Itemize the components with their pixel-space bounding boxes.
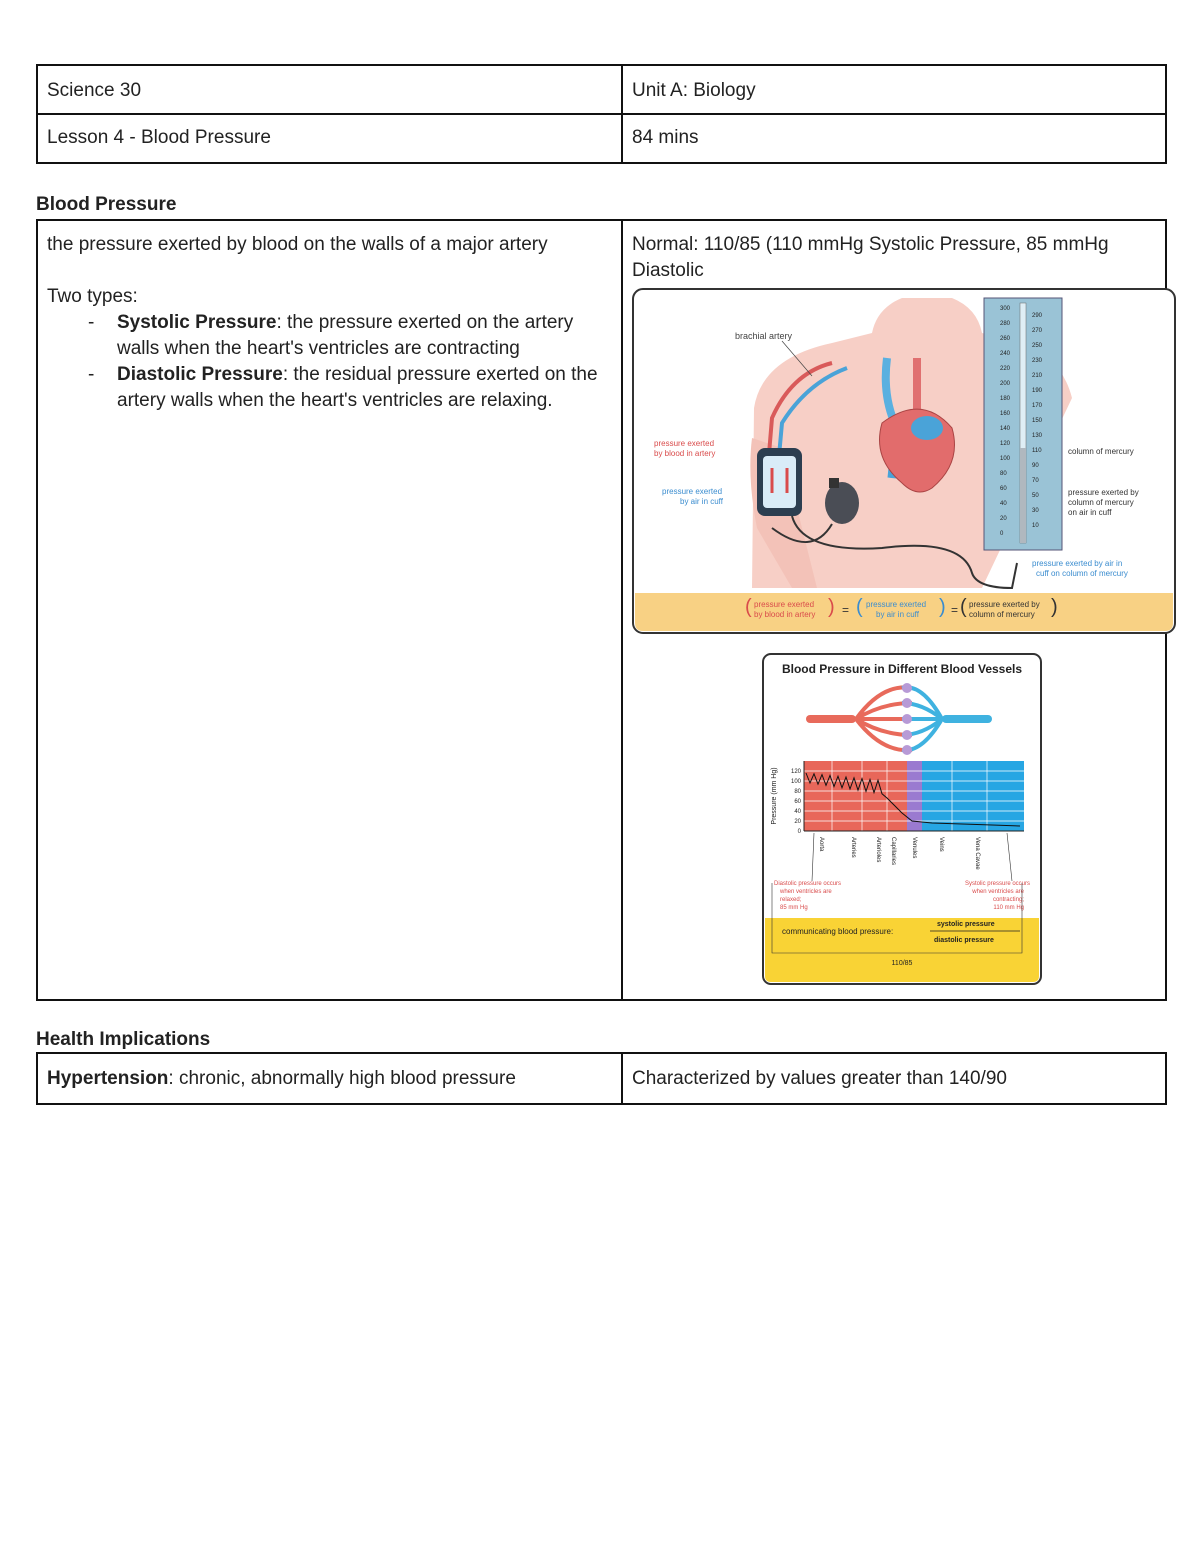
unit-cell	[622, 65, 1166, 114]
equation-air-1: pressure exerted	[866, 600, 927, 609]
svg-text:): )	[939, 596, 946, 618]
hypertension-term: Hypertension	[47, 1068, 169, 1089]
health-implications-heading: Health Implications	[36, 1029, 211, 1050]
mercury-scale-left-tick: 300	[1000, 306, 1011, 312]
systolic-note-2: when ventricles are	[972, 889, 1024, 895]
hypertension-cell	[37, 1053, 622, 1104]
definition-text: the pressure exerted by blood on the walls of a major artery	[47, 234, 548, 255]
blood-pressure-label-2: by blood in artery	[654, 449, 716, 458]
column-pressure-label-3: on air in cuff	[1068, 508, 1112, 517]
mercury-scale-right-tick: 170	[1032, 403, 1043, 409]
mercury-scale-right-tick: 30	[1032, 508, 1039, 514]
mercury-scale-right-tick: 210	[1032, 373, 1043, 379]
mercury-scale-left-tick: 140	[1000, 426, 1011, 432]
diastolic-note-4: 85 mm Hg	[780, 905, 808, 911]
list-item	[117, 310, 612, 362]
hypertension-desc: : chronic, abnormally high blood pressure	[168, 1068, 516, 1089]
mercury-scale-right-tick: 10	[1032, 523, 1039, 529]
sphygmomanometer-figure	[632, 288, 1176, 634]
header-table	[36, 64, 1167, 164]
equation-column-1: pressure exerted by	[969, 600, 1040, 609]
mercury-scale-left-tick: 40	[1000, 501, 1007, 507]
mercury-scale-right-tick: 290	[1032, 313, 1043, 319]
column-pressure-label-2: column of mercury	[1068, 498, 1134, 507]
health-table	[36, 1052, 1167, 1105]
x-axis-vessel-label: Aorta	[818, 837, 824, 852]
svg-text:=: =	[842, 603, 850, 617]
mercury-scale-right-tick: 130	[1032, 433, 1043, 439]
list-item	[117, 362, 612, 414]
mercury-scale-left-tick: 160	[1000, 411, 1011, 417]
y-axis-tick: 100	[790, 779, 801, 785]
systolic-desc: : the pressure exerted on the artery walls when the heart's ventricles are contracting	[117, 312, 574, 359]
x-axis-vessel-label: Capillaries	[890, 837, 896, 866]
y-axis-tick: 60	[794, 799, 801, 805]
figure-title: Blood Pressure in Different Blood Vessels	[781, 662, 1023, 676]
mercury-scale-left-tick: 220	[1000, 366, 1011, 372]
systolic-word: systolic pressure	[937, 921, 995, 928]
y-axis-tick: 20	[794, 819, 801, 825]
x-axis-vessel-label: Veins	[938, 837, 944, 852]
mercury-scale-right-tick: 50	[1032, 493, 1039, 499]
definition-cell	[37, 220, 622, 1000]
mercury-scale-right-tick: 70	[1032, 478, 1039, 484]
reading-value: 110/85	[891, 960, 913, 967]
diastolic-term: Diastolic Pressure	[117, 364, 283, 385]
blood-pressure-table	[36, 219, 1167, 1001]
systolic-note-3: contracting;	[992, 897, 1024, 903]
mercury-scale-right-tick: 230	[1032, 358, 1043, 364]
blood-pressure-label-1: pressure exerted	[654, 439, 715, 448]
y-axis-tick: 40	[794, 809, 801, 815]
systolic-term: Systolic Pressure	[117, 312, 277, 333]
diastolic-note-3: relaxed;	[780, 897, 802, 903]
mercury-scale-left-tick: 80	[1000, 471, 1007, 477]
y-axis-label: Pressure (mm Hg)	[771, 767, 778, 825]
lesson-duration: 84 mins	[632, 127, 699, 148]
mercury-scale-left-tick: 0	[1000, 531, 1004, 537]
svg-text:): )	[1051, 596, 1058, 618]
equation-column-2: column of mercury	[969, 610, 1035, 619]
mercury-scale-left-tick: 120	[1000, 441, 1011, 447]
mercury-scale-right-tick: 150	[1032, 418, 1043, 424]
systolic-note-4: 110 mm Hg	[993, 905, 1024, 911]
communicating-bp-label: communicating blood pressure:	[782, 927, 894, 936]
lesson-title: Lesson 4 - Blood Pressure	[47, 127, 271, 148]
mercury-scale-left-tick: 280	[1000, 321, 1011, 327]
unit-name: Unit A: Biology	[632, 80, 756, 101]
vessel-pressure-figure	[762, 653, 1042, 985]
cuff-mercury-label-2: cuff on column of mercury	[1036, 569, 1128, 578]
mercury-scale-right-tick: 90	[1032, 463, 1039, 469]
y-axis-tick: 120	[790, 769, 801, 775]
svg-text:(: (	[745, 596, 752, 618]
cuff-mercury-label-1: pressure exerted by air in	[1032, 559, 1123, 568]
equation-air-2: by air in cuff	[876, 610, 919, 619]
normal-values: Normal: 110/85 (110 mmHg Systolic Pressure, 85 mmHg Diastolic	[632, 234, 1109, 281]
normal-cell	[622, 220, 1166, 1000]
column-pressure-label-1: pressure exerted by	[1068, 488, 1139, 497]
x-axis-vessel-label: Arteries	[850, 837, 856, 858]
mercury-scale-left-tick: 240	[1000, 351, 1011, 357]
diastolic-desc: : the residual pressure exerted on the artery walls when the heart's ventricles are relaxing.	[117, 364, 598, 411]
blood-pressure-heading: Blood Pressure	[36, 194, 177, 215]
svg-text:): )	[828, 596, 835, 618]
types-list	[47, 310, 612, 414]
duration-cell	[622, 114, 1166, 163]
types-intro: Two types:	[47, 286, 138, 307]
y-axis-tick: 80	[794, 789, 801, 795]
mercury-scale-left-tick: 60	[1000, 486, 1007, 492]
course-cell	[37, 65, 622, 114]
diastolic-note-2: when ventricles are	[780, 889, 832, 895]
x-axis-vessel-label: Arterioles	[875, 837, 881, 863]
mercury-scale-right-tick: 270	[1032, 328, 1043, 334]
x-axis-vessel-label: Venules	[911, 837, 917, 859]
mercury-scale-left-tick: 100	[1000, 456, 1011, 462]
mercury-scale-left-tick: 260	[1000, 336, 1011, 342]
air-pressure-label-2: by air in cuff	[680, 497, 723, 506]
mercury-scale-right-tick: 250	[1032, 343, 1043, 349]
y-axis-tick: 0	[797, 829, 801, 835]
equation-blood-1: pressure exerted	[754, 600, 815, 609]
brachial-artery-label: brachial artery	[735, 331, 793, 341]
mercury-scale-left-tick: 200	[1000, 381, 1011, 387]
systolic-note-1: Systolic pressure occurs	[964, 881, 1030, 887]
mercury-scale-left-tick: 20	[1000, 516, 1007, 522]
diastolic-note-1: Diastolic pressure occurs	[774, 881, 842, 887]
column-of-mercury-label: column of mercury	[1068, 447, 1134, 456]
lesson-cell	[37, 114, 622, 163]
equation-blood-2: by blood in artery	[754, 610, 816, 619]
svg-text:(: (	[856, 596, 863, 618]
course-name: Science 30	[47, 80, 142, 101]
diastolic-word: diastolic pressure	[934, 937, 994, 944]
hypertension-values-cell	[622, 1053, 1166, 1104]
x-axis-vessel-label: Vena Cavae	[974, 837, 980, 870]
mercury-scale-left-tick: 180	[1000, 396, 1011, 402]
svg-text:=: =	[951, 603, 959, 617]
pump-bulb-illustration	[825, 482, 859, 524]
svg-text:(: (	[960, 596, 967, 618]
air-pressure-label-1: pressure exerted	[662, 487, 723, 496]
mercury-scale-right-tick: 190	[1032, 388, 1043, 394]
hypertension-values: Characterized by values greater than 140/90	[632, 1068, 1007, 1089]
mercury-scale-right-tick: 110	[1032, 448, 1042, 454]
